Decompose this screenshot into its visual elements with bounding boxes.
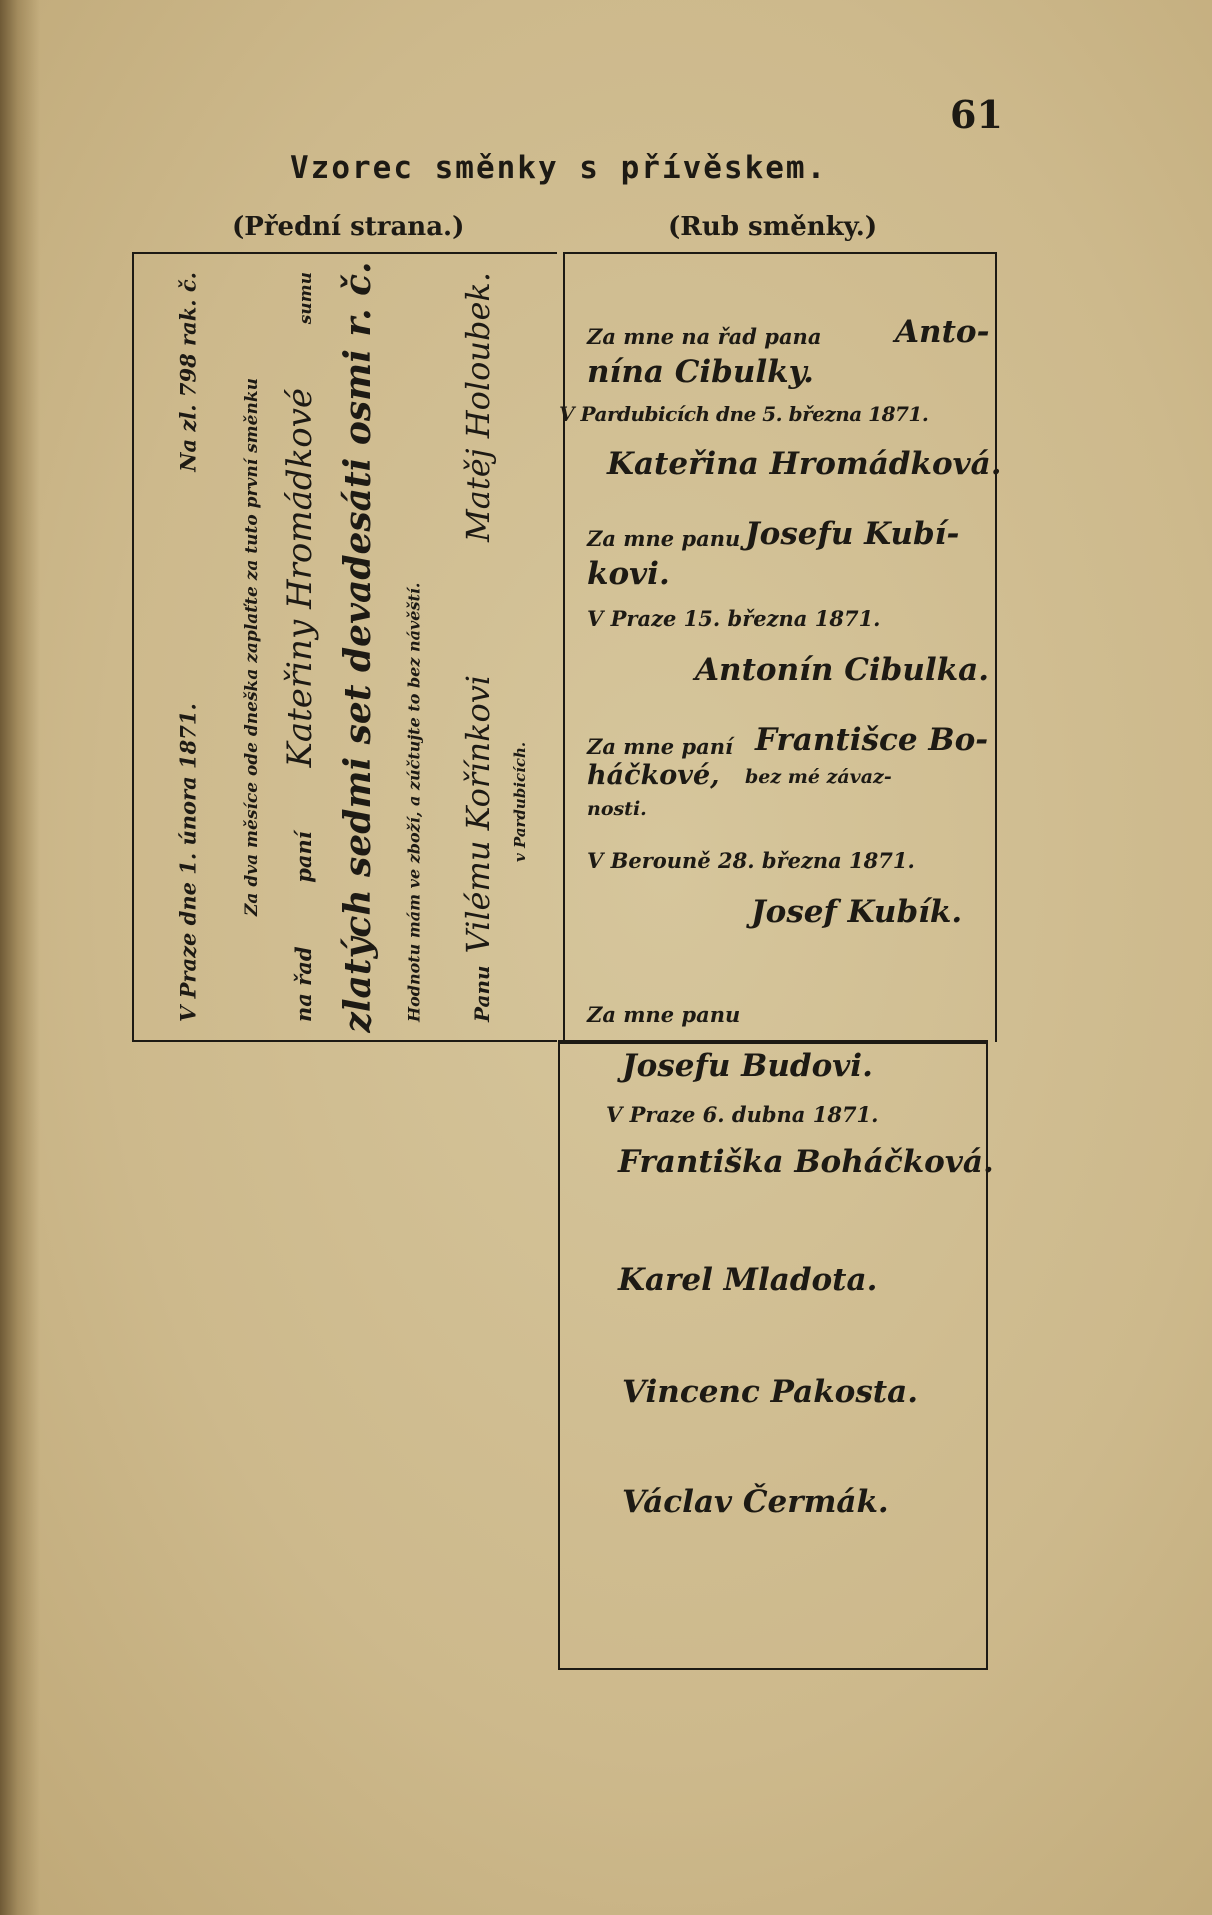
signature-6: Vincenc Pakosta. [622, 1374, 918, 1410]
front-line-value [405, 272, 424, 1022]
endorsement-2-name-part1: Josefu Kubí- [745, 516, 960, 552]
front-sum-label: sumu [296, 272, 316, 325]
endorsement-1-intro: Za mne na řad pana [587, 324, 822, 349]
endorsement-4-signature: Františka Boháčková. [618, 1144, 994, 1180]
endorsement-3-note-part2: nosti. [587, 798, 647, 820]
front-order-text: Za dva měsíce ode dneška zaplaťte za tuto první směnku [242, 378, 262, 916]
front-line-order [242, 272, 262, 1022]
front-value-text: Hodnotu mám ve zboží, a zúčtujte to bez návěští. [404, 582, 424, 1022]
endorsement-1-place-date: V Pardubicích dne 5. března 1871. [559, 402, 929, 426]
bill-back-box [559, 252, 1002, 1042]
front-line-drawee [459, 272, 497, 1022]
front-date: V Praze dne 1. února 1871. [175, 703, 201, 1022]
endorsement-1-name-part1: Anto- [895, 314, 990, 350]
bill-front-box [132, 252, 557, 1042]
endorsement-1-signature: Kateřina Hromádková. [607, 446, 1002, 482]
front-line-date [176, 272, 201, 1022]
endorsement-4-name: Josefu Budovi. [622, 1048, 873, 1084]
front-amount: Na zl. 798 rak. č. [175, 272, 201, 472]
front-drawee-prefix: Panu [470, 965, 494, 1022]
front-line-payee [280, 272, 320, 1022]
endorsement-2-signature: Antonín Cibulka. [695, 652, 990, 688]
endorsement-3-name-part1: Františce Bo- [755, 722, 989, 758]
endorsement-3-name-part2: háčkové, [587, 760, 720, 791]
front-payee-name: Kateřiny Hromádkové [280, 387, 320, 768]
endorsement-2-name-part2: kovi. [587, 556, 670, 592]
endorsement-3-place-date: V Berouně 28. března 1871. [587, 848, 915, 873]
front-drawee-place: v Pardubicích. [511, 741, 529, 862]
endorsement-1-name-part2: nína Cibulky. [587, 354, 814, 390]
endorsement-4-intro: Za mne panu [587, 1002, 741, 1027]
front-drawer-signature: Matěj Holoubek. [459, 272, 497, 542]
page-number: 61 [950, 92, 1003, 137]
signature-5: Karel Mladota. [618, 1262, 878, 1298]
front-payee-title: paní [291, 831, 316, 883]
endorsement-3-signature: Josef Kubík. [751, 894, 963, 930]
front-line-place [511, 272, 529, 1022]
endorsement-4-place-date: V Praze 6. dubna 1871. [606, 1102, 879, 1127]
endorsement-3-note-part1: bez mé závaz- [745, 766, 892, 788]
endorsement-2-place-date: V Praze 15. března 1871. [587, 606, 881, 631]
endorsement-3-intro: Za mne paní [587, 734, 733, 759]
front-line-sum-words [337, 261, 379, 1033]
back-side-label: (Rub směnky.) [668, 212, 878, 242]
front-payee-prefix: na řad [291, 946, 316, 1022]
front-side-label: (Přední strana.) [232, 212, 465, 242]
page-title: Vzorec směnky s přívěskem. [290, 150, 828, 186]
front-sum-words: zlatých sedmi set devadesáti osmi r. č. [337, 261, 379, 1033]
endorsement-2-intro: Za mne panu [587, 526, 741, 551]
allonge-box [558, 1040, 994, 1670]
signature-7: Václav Čermák. [622, 1484, 889, 1520]
page-gutter-shadow [0, 0, 40, 1915]
front-drawee-name: Vilému Kořínkovi [459, 674, 497, 954]
